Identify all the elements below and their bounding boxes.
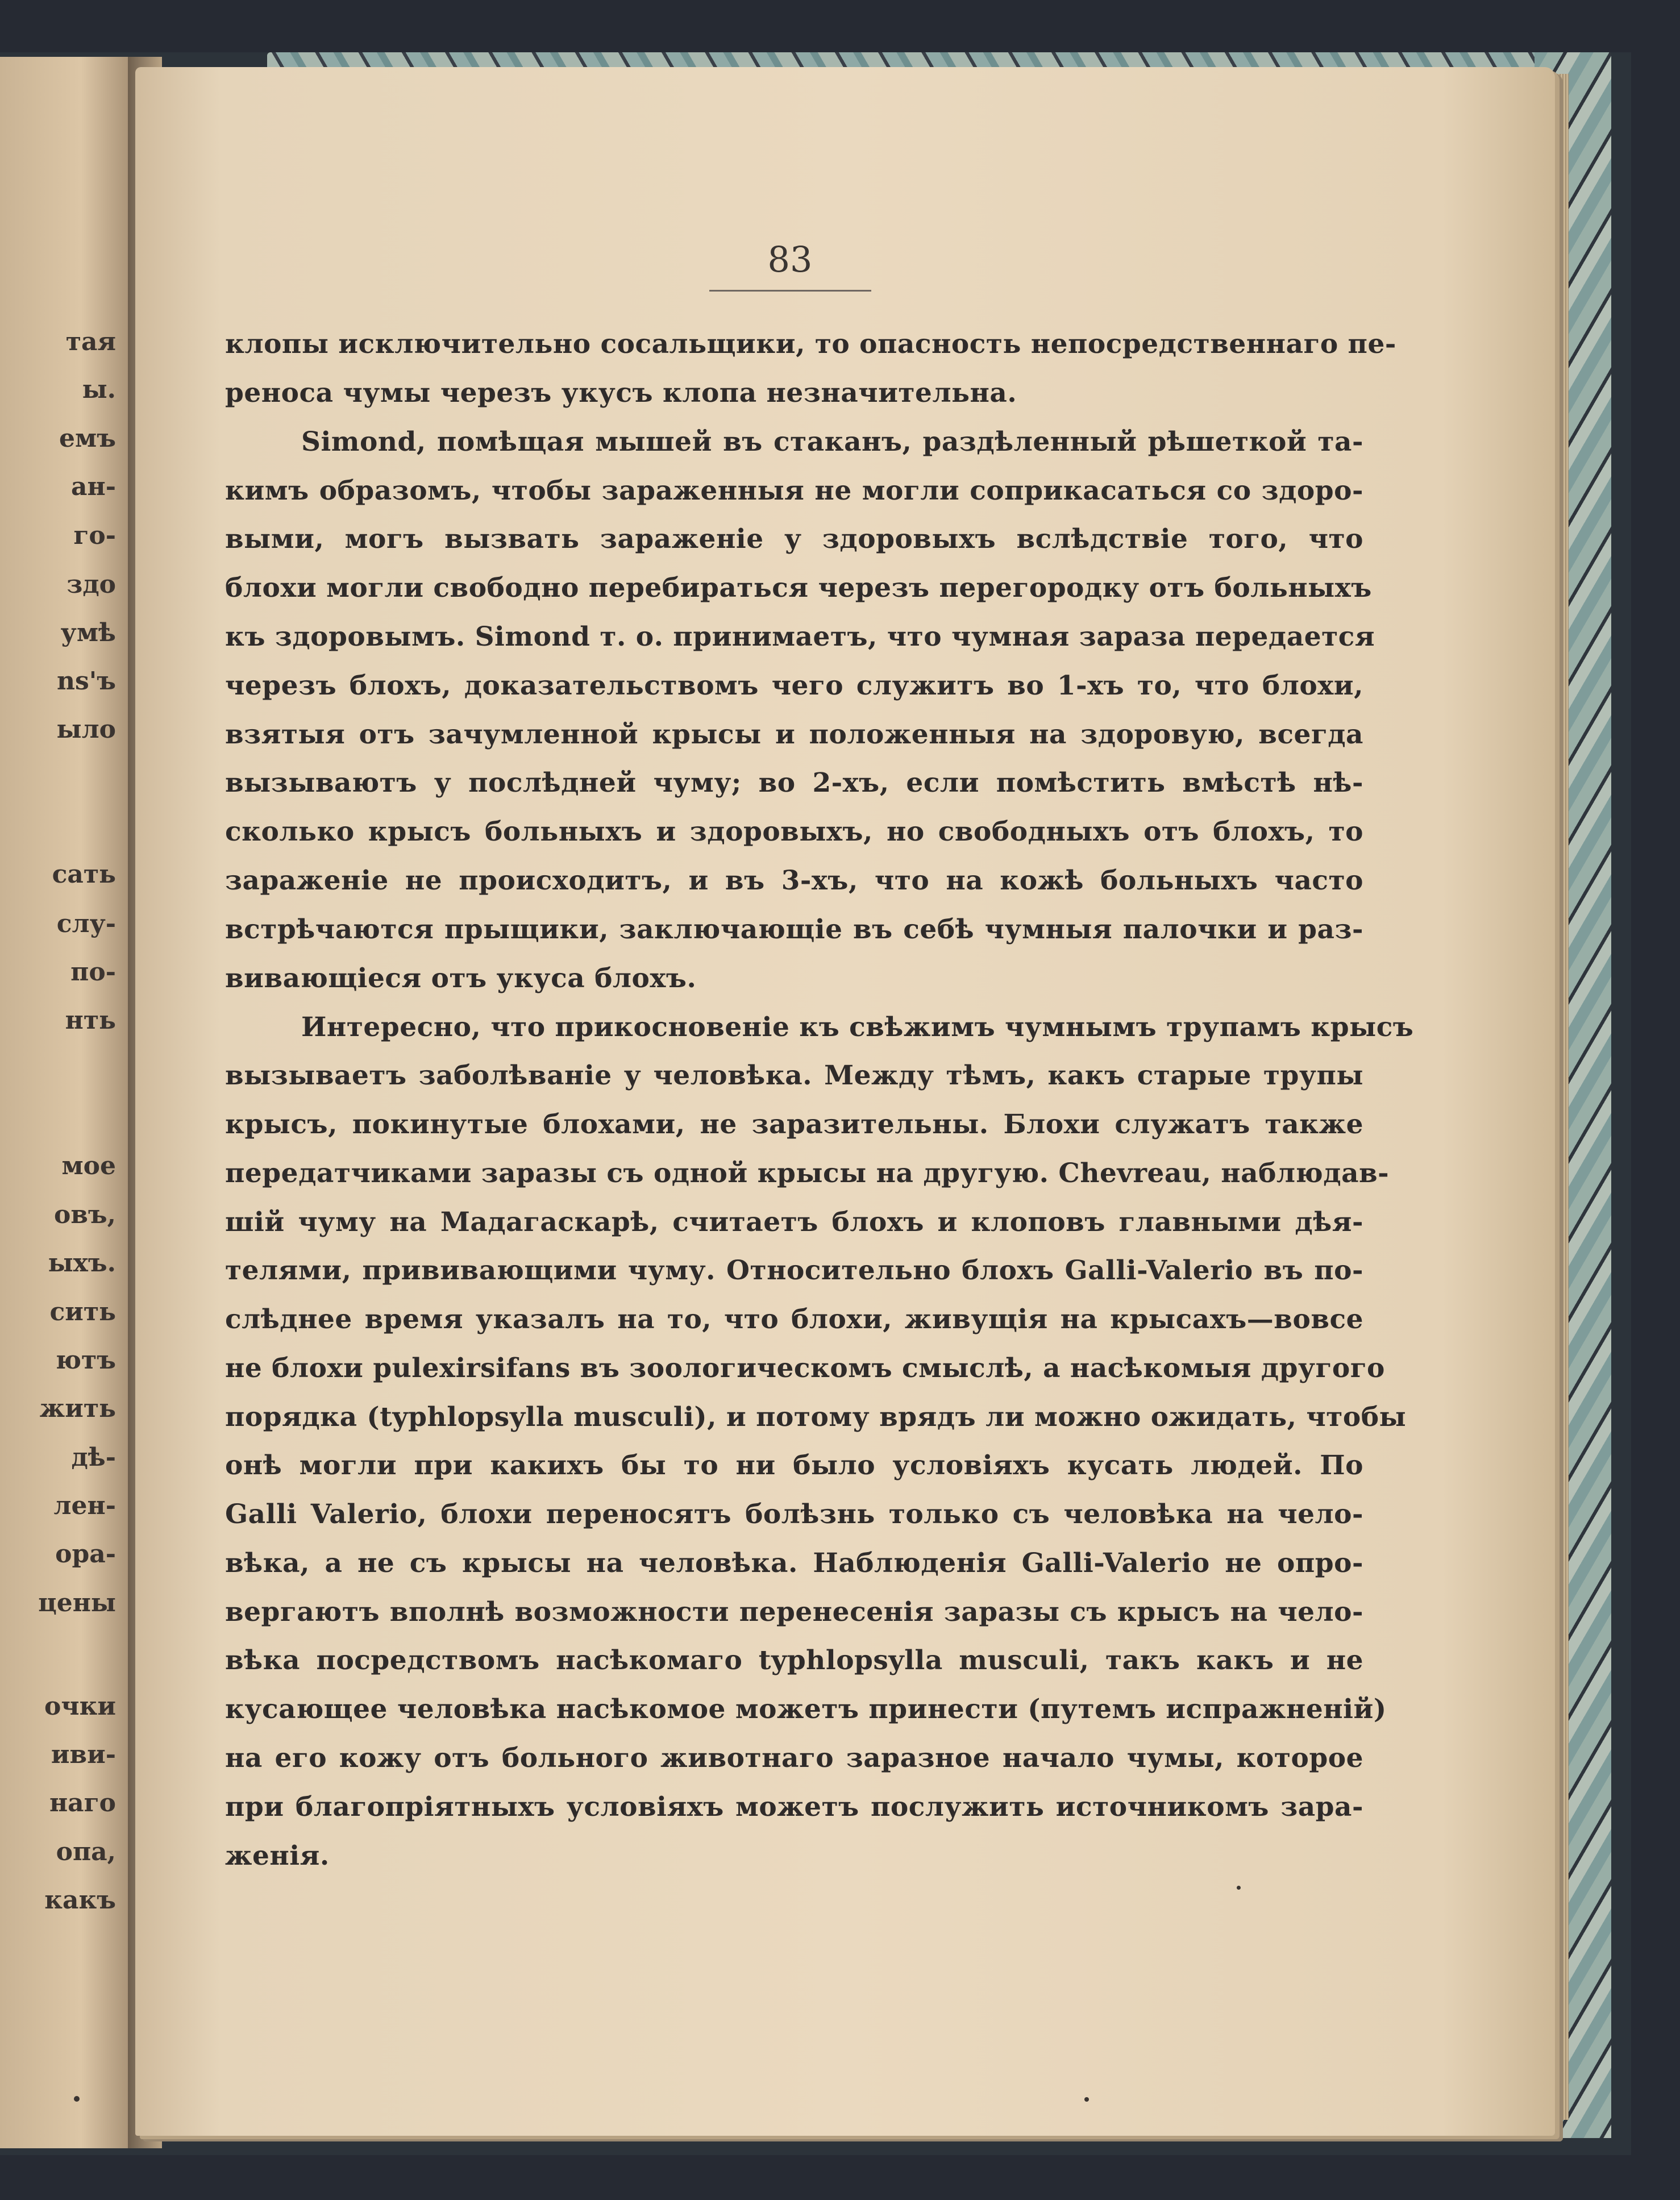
left-page-fragment: умѣ (60, 618, 116, 647)
left-page-fragment: сить (49, 1297, 116, 1326)
left-page-fragment: ан- (71, 472, 116, 501)
left-page-fragment: опа, (56, 1837, 116, 1866)
left-page-fragment: го- (73, 521, 116, 550)
text-line: передатчиками заразы съ одной крысы на другую. Chevreau, наблюдав- (225, 1158, 1390, 1189)
text-line: телями, прививающими чуму. Относительно блохъ Galli-Valerio въ по- (225, 1255, 1363, 1286)
left-page-fragment: сать (52, 860, 116, 889)
left-page-fragment: здо (66, 570, 116, 599)
left-page-fragment: жить (39, 1394, 116, 1423)
page-stack-edge (1555, 74, 1569, 2120)
text-line: шій чуму на Мадагаскарѣ, считаетъ блохъ и клоповъ главными дѣя- (225, 1207, 1363, 1238)
text-line: взятыя отъ зачумленной крысы и положенныя на здоровую, всегда (225, 719, 1363, 750)
left-page-fragment: дѣ- (71, 1443, 116, 1472)
left-page-fragment: наго (49, 1789, 116, 1818)
left-page-fragment: очки (44, 1692, 116, 1721)
header-rule (709, 290, 871, 292)
ink-speck (1237, 1886, 1241, 1890)
left-page-fragment: слу- (56, 909, 116, 938)
text-line: вѣка посредствомъ насѣкомаго typhlopsylla musculi, такъ какъ и не (225, 1645, 1363, 1676)
text-line: слѣднее время указалъ на то, что блохи, живущія на крысахъ—вовсе (225, 1304, 1363, 1335)
left-page-fragment: по- (70, 958, 116, 987)
text-line: вѣка, а не съ крысы на человѣка. Наблюденія Galli-Valerio не опро- (225, 1548, 1363, 1579)
left-page-fragment: ютъ (55, 1346, 116, 1375)
ink-speck (1084, 2097, 1089, 2102)
left-page-fragment: ыхъ. (48, 1249, 116, 1278)
text-line: сколько крысъ больныхъ и здоровыхъ, но свободныхъ отъ блохъ, то (225, 816, 1363, 847)
text-line: на его кожу отъ больного животнаго заразное начало чумы, которое (225, 1742, 1363, 1774)
text-line: крысъ, покинутые блохами, не заразительны. Блохи служатъ также (225, 1109, 1363, 1140)
text-line: Galli Valerio, блохи переносятъ болѣзнь только съ человѣка на чело- (225, 1499, 1363, 1530)
left-page-fragment: ы. (82, 375, 116, 404)
text-line: реноса чумы черезъ укусъ клопа незначительна. (225, 377, 1017, 409)
text-line: зараженіе не происходитъ, и въ 3-хъ, что на кожѣ больныхъ часто (225, 865, 1363, 896)
left-page-fragment: тая (65, 327, 116, 356)
text-line: при благопріятныхъ условіяхъ можетъ послужить источникомъ зара- (225, 1791, 1363, 1823)
left-page-fragment: нть (65, 1006, 116, 1035)
left-page-fragment: ns'ъ (57, 667, 116, 696)
text-line: онѣ могли при какихъ бы то ни было условіяхъ кусать людей. По (225, 1450, 1363, 1481)
text-line: блохи могли свободно перебираться черезъ перегородку отъ больныхъ (225, 572, 1372, 604)
text-line: вызываютъ у послѣдней чуму; во 2-хъ, если помѣстить вмѣстѣ нѣ- (225, 767, 1363, 799)
left-page-fragment: иви- (51, 1740, 116, 1769)
ink-dot (74, 2096, 80, 2102)
page-number: 83 (767, 239, 813, 280)
left-page-fragment: какъ (44, 1886, 116, 1915)
text-line: кусающее человѣка насѣкомое можетъ принести (путемъ испражненій) (225, 1694, 1387, 1725)
text-line: клопы исключительно сосальщики, то опасность непосредственнаго пе- (225, 328, 1396, 360)
left-page-fragment: мое (61, 1151, 116, 1180)
text-line: выми, могъ вызвать зараженіе у здоровыхъ вслѣдствіе того, что (225, 523, 1363, 555)
text-line: вызываетъ заболѣваніе у человѣка. Между тѣмъ, какъ старые трупы (225, 1060, 1363, 1091)
text-line: вивающіеся отъ укуса блохъ. (225, 963, 697, 994)
text-line: черезъ блохъ, доказательствомъ чего служитъ во 1-хъ то, что блохи, (225, 670, 1363, 701)
left-page-fragment: овъ, (54, 1200, 116, 1229)
text-line: Simond, помѣщая мышей въ стаканъ, раздѣленный рѣшеткой та- (301, 426, 1363, 458)
text-line: не блохи pulexirsifans въ зоологическомъ смыслѣ, а насѣкомыя другого (225, 1353, 1385, 1384)
text-line: вергаютъ вполнѣ возможности перенесенія заразы съ крысъ на чело- (225, 1596, 1363, 1628)
left-page-fragment: цены (38, 1588, 116, 1617)
text-line: Интересно, что прикосновеніе къ свѣжимъ чумнымъ трупамъ крысъ (301, 1012, 1414, 1043)
left-page-fragment: ыло (56, 715, 116, 744)
text-line: къ здоровымъ. Simond т. о. принимаетъ, что чумная зараза передается (225, 621, 1375, 652)
left-page-fragment: ора- (55, 1540, 116, 1569)
text-line: встрѣчаются прыщики, заключающіе въ себѣ чумныя палочки и раз- (225, 914, 1363, 945)
text-line: кимъ образомъ, чтобы зараженныя не могли соприкасаться со здоро- (225, 475, 1363, 506)
text-line: порядка (typhlopsylla musculi), и потому врядъ ли можно ожидать, чтобы (225, 1401, 1407, 1433)
left-page (0, 57, 135, 2148)
left-page-fragment: емъ (59, 424, 116, 453)
text-line: женія. (225, 1840, 330, 1872)
left-page-fragment: лен- (53, 1491, 116, 1520)
